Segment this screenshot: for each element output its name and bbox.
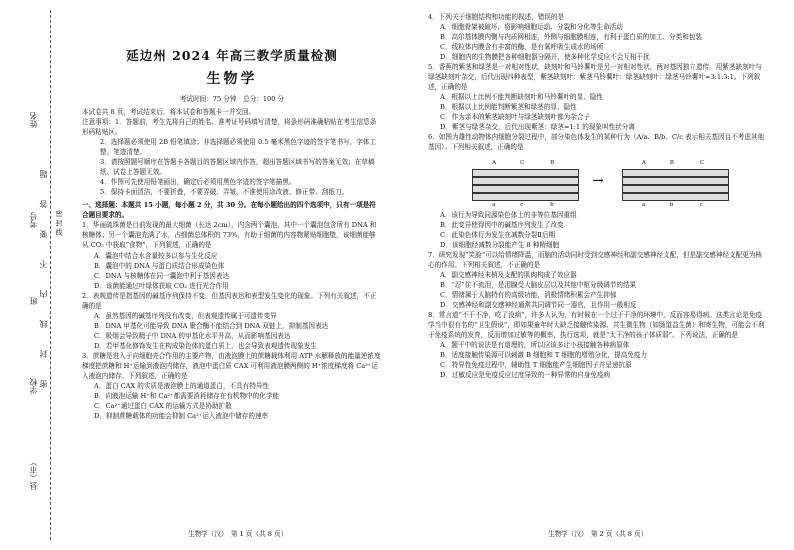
q7-option-c: C．情绪属于人脑特有的高级功能，消极情绪积累会产生抑郁 [440,291,617,300]
question-1-stem: 1．华丽硫珠菌是目前发现的最大细菌（长达 2cm），内含两个囊泡，其中一个囊泡包含所有 DNA 和核糖体；另一个囊泡充满了水，占细菌总体积的 73%，有助于细菌的内容物紧贴细胞壁，该细菌能够从 CO₂ 中获取“食物”，下列叙述，正确的是 [82,221,377,250]
q2-option-b: B．DNA 甲基化可能导致 DNA 聚合酶不能结合到 DNA 双链上，抑制基因表达 [94,321,329,330]
q5-option-c: C．作为亲本的紫茎缺刻叶与绿茎缺刻叶都为杂合子 [440,113,591,122]
question-6-stem: 6．如图为雄性动物体内细胞分裂过程中，部分染色体发生的某种行为（A/a、B/b、C/c 表示相关基因且不考虑其他基因）。下列相关叙述，正确的是 [428,133,765,152]
q5-option-d: D．紫茎与绿茎杂交，后代出现紫茎：绿茎=1:1 的现象叫性状分离 [440,123,635,132]
gene-label: B [550,160,555,167]
question-7-stem: 7．研究发现“笑脸”可以给情绪降温，而脑的活动同时受到交感神经和副交感神经支配，但是副交感神经支配更为核心的作用。下列相关叙述，不正确的是 [428,251,763,270]
q1-option-b: B．囊泡中的 DNA 与蛋白质结合形成染色体 [94,261,225,270]
chromatid [472,193,579,201]
gene-label: A [492,160,497,167]
q1-option-a: A．囊泡中结合水含量较多以参与生化反应 [94,251,218,260]
page-footer-left: 生物学（汉） 第 1 页（共 8 页） [188,530,288,538]
q6-option-c: C．此染色体行为发生在减数分裂Ⅱ后期 [440,231,556,240]
q4-option-b: B．高尔基体膜内侧与内质网相连，外侧与细胞膜相连，有利于蛋白质的加工、分类和包装 [440,33,702,42]
q2-option-d: D．若甲基化修饰发生在构成染色体的蛋白质上，也会导致表观遗传现象发生 [94,341,317,350]
gene-label: C [520,160,525,167]
notice-4: 不 [39,260,48,268]
q5-option-a: A．根据以上比例不能判断缺刻叶和马铃薯叶的显、隐性 [440,93,604,102]
instruction-line: 2．选择题必须使用 2B 铅笔填涂；非选择题必须使用 0.5 毫米黑色字迹的签字笔书写，字体工整、笔迹清楚。 [100,138,377,157]
exam-title: 延边州 2024 年高三教学质量检测 [126,48,338,63]
q3-option-c: C．Ca²⁺通过蛋白 CAX 的运输方式是协助扩散 [94,401,232,410]
chromatid [622,177,729,185]
label-school: 学校 [29,378,38,394]
chromatid [622,193,729,201]
gene-label: a [492,202,496,209]
q3-option-a: A．蛋白 CAX 的实质是液泡膜上的通道蛋白，不具有特异性 [94,381,270,390]
gene-label: c [699,202,703,209]
chromatid [472,177,579,185]
question-3-stem: 3．蔗糖是进入于向细胞壳合作用的主要产物，由液泡膜上的蔗糖载体利用 ATP 水解释放的能量逆浓度梯度把蔗糖和 H⁺运输到液泡内储存，液泡中蛋白质 CAX 可利用液泡膜两侧的 H⁺浓度梯度将 Ca²⁺运入液泡内储存。下列叙述，正确的是 [82,351,381,380]
q4-option-d: D．细胞内的生物膜把各种细胞器分隔开，使多种化学反应不会互相干扰 [440,53,650,62]
notice-8: 密 [39,380,48,388]
q6-option-d: D．该细胞经减数分裂能产生 8 种精细胞 [440,241,560,250]
q7-option-d: D．交感神经和副交感神经通常共同调节同一器官，且作用一般相反 [440,301,637,310]
arrow-icon: → [592,172,604,189]
label-county: 县（市） [29,458,38,490]
q7-option-b: B．“忍”住不流泪，是泪腺受大脑皮层以及其他中枢分级调节的结果 [440,281,637,290]
exam-meta: 考试时间：75 分钟 总分：100 分 [179,95,285,104]
q7-option-a: A．副交感神经末梢及支配的肌肉构成了效应器 [440,271,577,280]
gene-label: b [669,202,674,209]
label-name: 姓名 [29,112,38,128]
chromatid [622,169,729,177]
notice-5: 内 [39,290,48,298]
gene-label: C [699,160,705,167]
instruction-line: 4．作图可先使用铅笔画出，确定后必须用黑色字迹的签字笔描黑。 [100,178,296,187]
seal-text: 密 封 线 [55,210,63,236]
instruction-line: 3．请按照题号顺序在答题卡各题目的答题区域内作答，超出答题区域书写的答案无效；在草稿纸、试卷上答题无效。 [100,158,375,177]
gene-label: B [669,160,674,167]
question-2-stem: 2．表观遗传是指基因的碱基序列保持不变，但基因表达和表型发生变化的现象。下列有关叙述，不正确的是 [82,291,377,310]
chromatid [472,169,579,177]
chromatid [622,185,729,193]
instruction-line: 5．保持卡面清洁，不要折叠，不要弄破、弄皱，不准使用涂改液、修正带、刮纸刀。 [100,188,349,197]
q4-option-c: C．线粒体内膜含有丰富的酶，是有氧呼吸生成水的场所 [440,43,604,52]
gene-label: b [550,202,554,209]
chromosome-figure [428,155,768,207]
notice-3: 要 [39,230,48,238]
q6-option-b: B．此变异使得因中的碱基序列发生了改变 [440,221,564,230]
q5-option-b: B．根据以上比例能判断紫茎和绿茎的显、隐性 [440,103,577,112]
gene-label: a [641,202,646,209]
q1-option-c: C．DNA 与核糖体在同一囊泡中利于基因表达 [94,271,230,280]
chromosome-after [614,155,732,207]
instruction-line: 本试卷共 8 页，考试结束后，将本试卷和答题卡一并交回。 [82,108,256,117]
page-footer-right: 生物学（汉） 第 2 页（共 8 页） [548,530,648,538]
subject-title: 生物学 [206,71,258,87]
notice-2: 答 [39,200,48,208]
notice-7: 封 [39,350,48,358]
q8-option-d: D．过敏反应是免疫反应过度导致的一种异常的自身免疫病 [440,371,611,380]
question-8-stem: 8．常言道“不干不净，吃了没病”，许多人认为，有时候在一个过于干净的环境中，反而容易得病。这类言论是免疫学当中很有名的“卫生假说”，即如果童年时大缺乏接触传染源、共生微生物（如肠道益生菌）和寄生物，可能会不利于免疫系统的发育，反而增加过敏等的概率，执行选项，就是“太干净的孩子体质弱”。下列说法，正确的是 [428,311,765,340]
q2-option-a: A．虽然基因的碱基序列没有改变，但表观遗传属于可遗传变异 [94,311,277,320]
label-class: 班 [29,297,38,305]
q4-option-a: A．细胞骨架被破坏，将影响细胞运动、分裂和分化等生命活动 [440,23,623,32]
q3-option-b: B．向液泡运输 H⁺和 Ca²⁺都需要消耗储存在有机物中的化学能 [94,391,280,400]
right-column [428,12,768,380]
notice-1: 题 [39,170,48,178]
question-4-stem: 4．下列关于细胞结构和功能的叙述，错误的是 [428,13,565,21]
question-5-stem: 5．香蕉的紫茎和绿茎是一对相对性状，缺刻叶和马铃薯叶是另一对相对性状，两对基因独立遗传。用紫茎缺刻叶与绿茎缺刻叶杂交，后代出现四种表型，紫茎缺刻叶：紫茎马铃薯叶：绿茎缺刻叶：绿茎马铃薯叶=3:1:3:1。下列叙述，正确的是 [428,63,762,92]
section-heading: 一、选择题：本题共 15 小题，每小题 2 分，共 30 分。在每小题给出的四个选项中，只有一项是符合题目要求的。 [82,201,376,220]
q2-option-c: C．吸烟会导致精子中 DNA 的甲基化水平升高，从而影响基因表达 [94,331,291,340]
cut-line [50,10,51,540]
notice-6: 线 [39,320,48,328]
q8-option-b: B．适度接触传染源可以刺激 B 细胞和 T 细胞的增殖分化，提高免疫力 [440,351,648,360]
instruction-line: 注意事项：1．答题前，考生先将自己的姓名、准考证号码填写清楚，将条形码准确粘贴在考生信息条形码粘贴区。 [82,118,377,137]
left-column [82,22,382,421]
label-exam-no: 考号 [29,212,38,228]
q1-option-d: D．该菌能通过叶绿体获取 CO₂ 进行光合作用 [94,281,229,290]
binding-margin [0,0,62,550]
q8-option-a: A．题干中的说法是有道理的，所以应该多让小孩接触各种病原体 [440,341,630,350]
q8-option-c: C．特异性免疫过程中，辅助性 T 细胞能产生细胞因子并呈递抗原 [440,361,632,370]
gene-label: A [641,160,646,167]
gene-label: c [520,202,524,209]
q6-option-a: A．该行为导致同源染色体上的非等位基因重组 [440,211,577,220]
chromatid [472,185,579,193]
q3-option-d: D．抑制蔗糖载体的功能会抑制 Ca²⁺运入液泡中储存的速率 [94,411,269,420]
chromosome-before [464,155,582,207]
